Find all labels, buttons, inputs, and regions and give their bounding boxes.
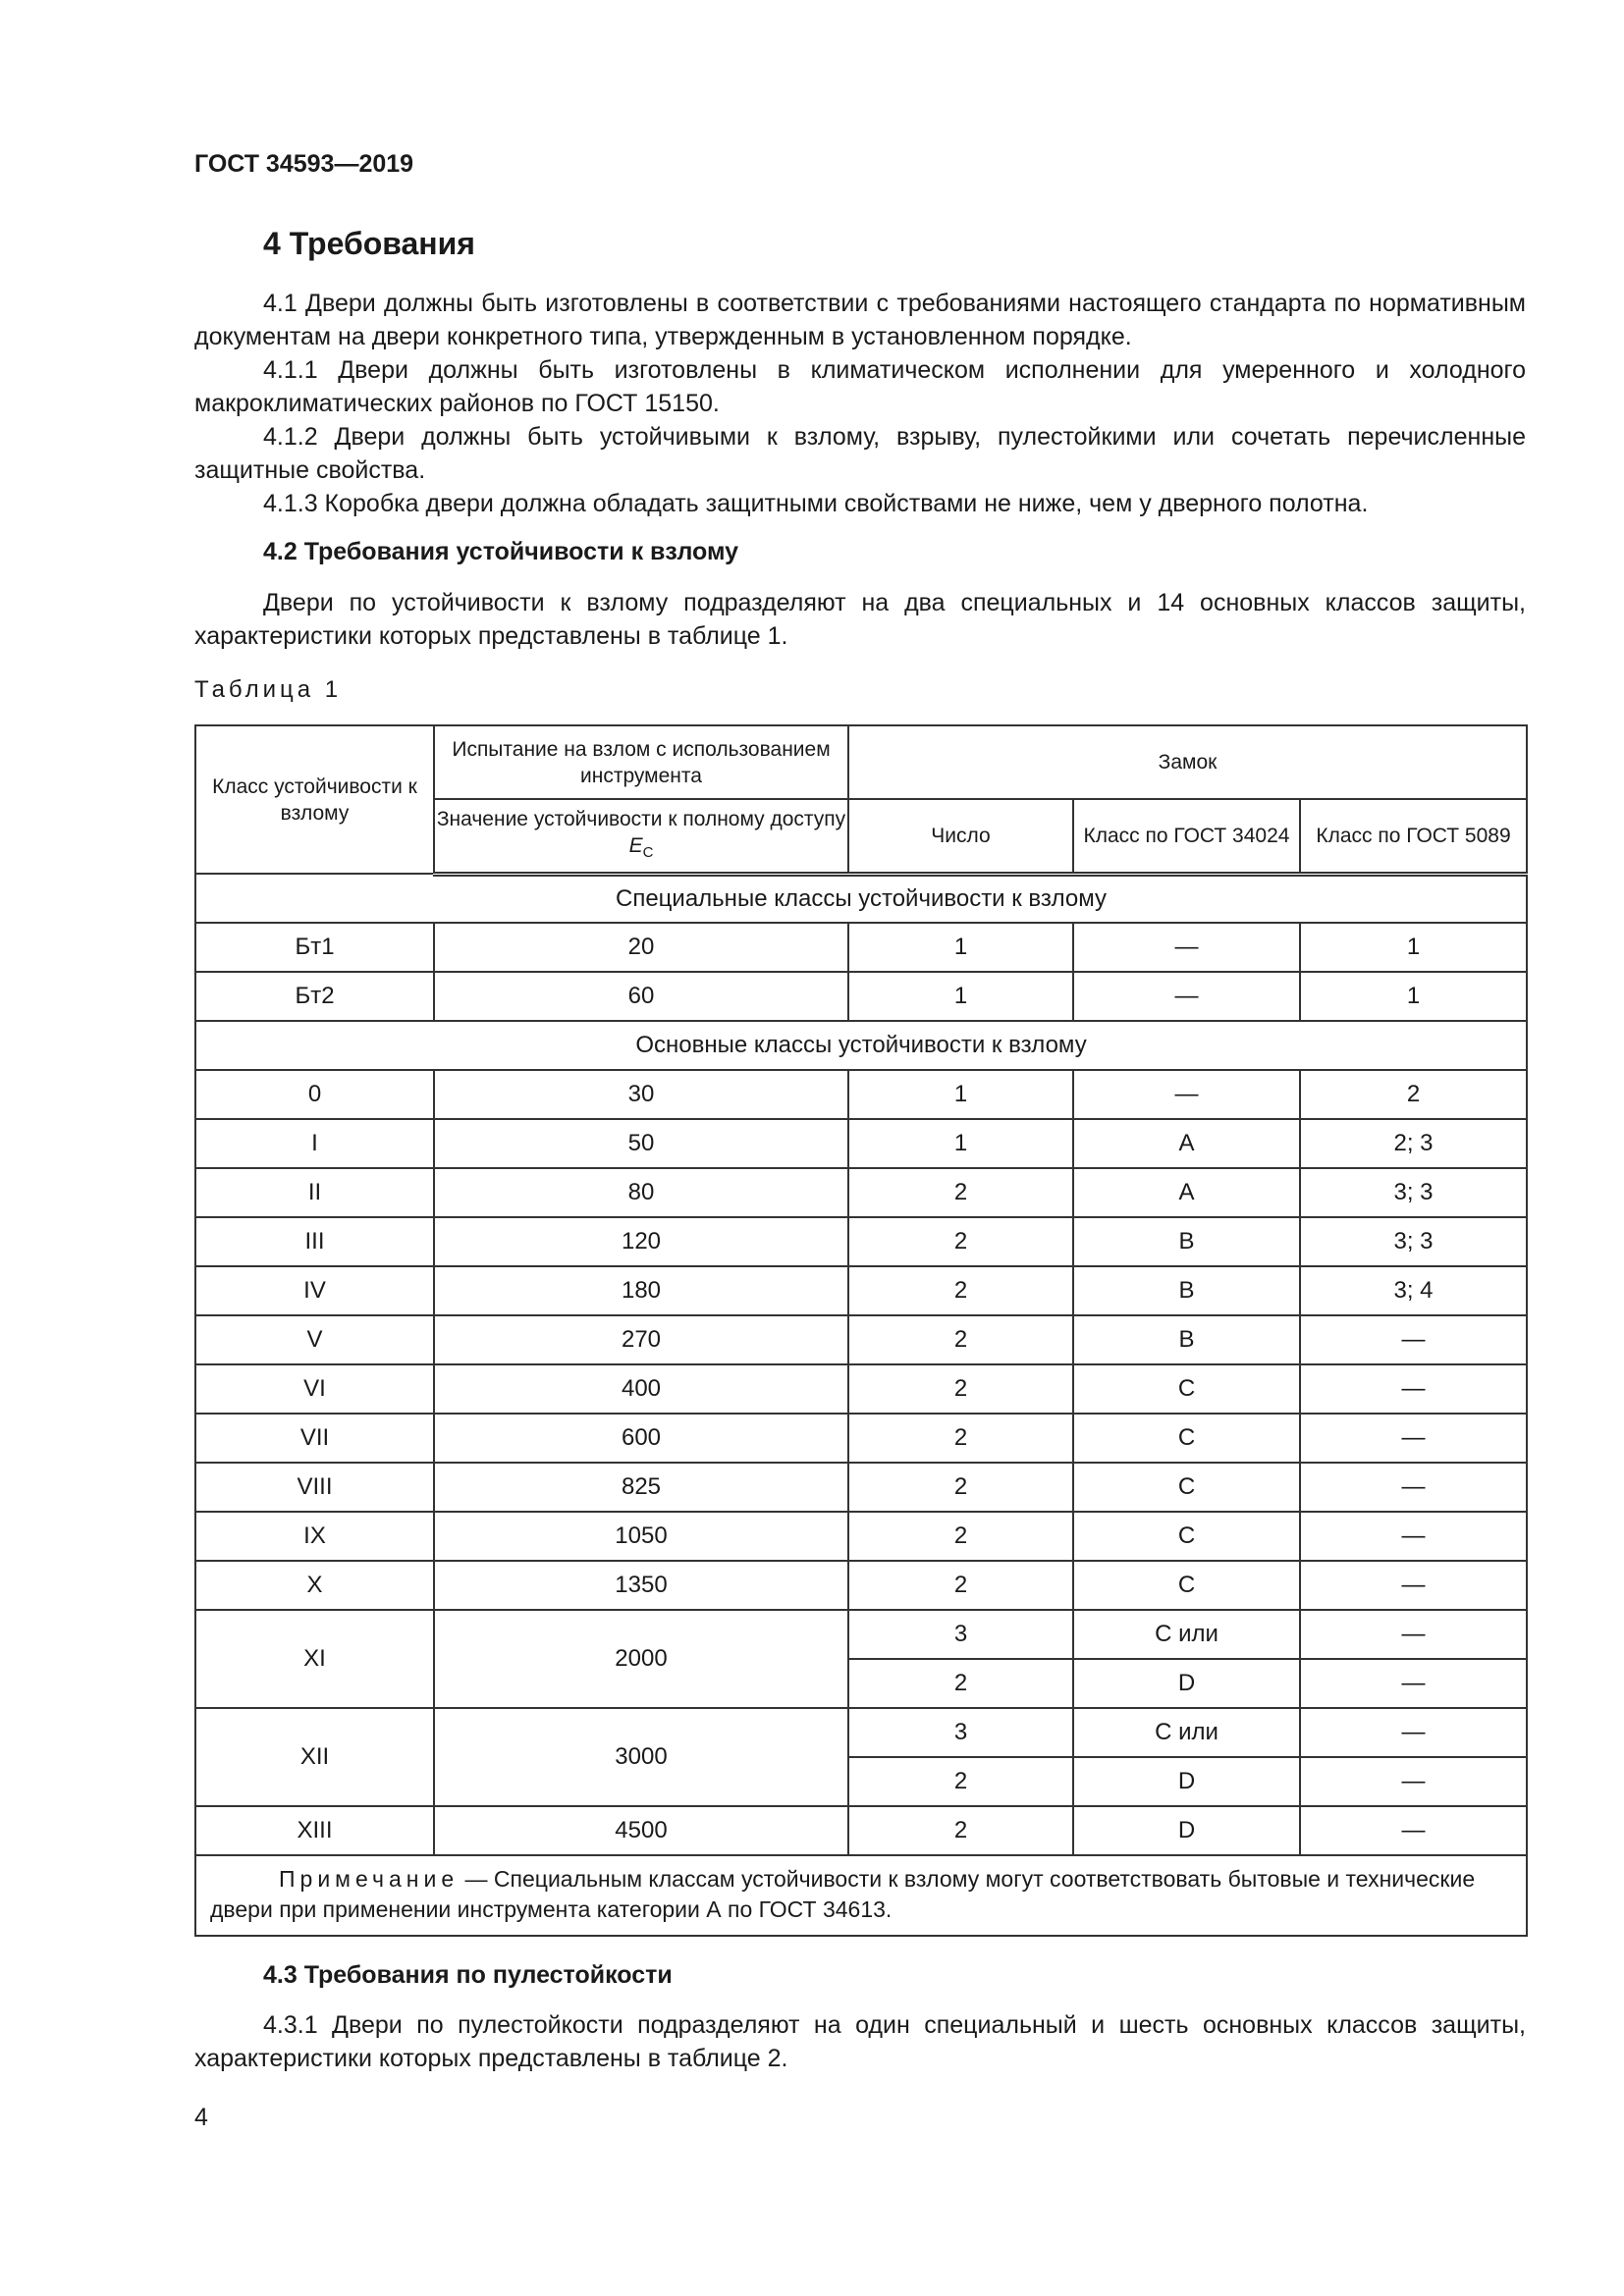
cell-count: 2 [848,1512,1073,1561]
cell-value: 400 [434,1364,848,1414]
cell-class: V [195,1315,434,1364]
table-row [195,1463,1527,1512]
note-text: — Специальным классам устойчивости к взлому могут соответствовать бытовые и технические двери при применении инструмента категории А по ГОСТ 34613. [210,1866,1476,1922]
header-class-34024: Класс по ГОСТ 34024 [1073,799,1300,874]
cell-count: 2 [848,1463,1073,1512]
paragraph-4-1: 4.1 Двери должны быть изготовлены в соответствии с требованиями настоящего стандарта по нормативным документам на двери конкретного типа, утвержденным в установленном порядке. [194,290,1526,350]
cell-count: 2 [848,1757,1073,1806]
table-row [195,1414,1527,1463]
cell-class-34024: C [1073,1561,1300,1610]
cell-class: VI [195,1364,434,1414]
table-row [195,923,1527,972]
subsection-heading-4-3: 4.3 Требования по пулестойкости [263,1961,673,1989]
cell-class: I [195,1119,434,1168]
cell-class-5089: — [1300,1315,1527,1364]
table-row [195,1119,1527,1168]
page-number: 4 [194,2104,208,2131]
table-group-row [195,874,1527,923]
cell-value: 2000 [434,1610,848,1708]
cell-value: 270 [434,1315,848,1364]
cell-count: 1 [848,1070,1073,1119]
cell-class-5089: 3; 3 [1300,1217,1527,1266]
cell-class-5089: — [1300,1561,1527,1610]
table-row [195,972,1527,1021]
cell-count: 1 [848,1119,1073,1168]
cell-value: 20 [434,923,848,972]
table-row [195,1708,1527,1757]
table-note [195,1855,1527,1936]
cell-value: 120 [434,1217,848,1266]
cell-count: 2 [848,1364,1073,1414]
header-test: Испытание на взлом с использованием инструмента [434,725,848,799]
table-row [195,1217,1527,1266]
table-row [195,1364,1527,1414]
cell-class-34024: C или [1073,1708,1300,1757]
cell-class: XI [195,1610,434,1708]
paragraph-4-3-1: 4.3.1 Двери по пулестойкости подразделяют на один специальный и шесть основных классов защиты, характеристики которых представлены в таблице 2. [194,2011,1526,2072]
cell-count: 1 [848,972,1073,1021]
table-group-row [195,1021,1527,1070]
cell-value: 30 [434,1070,848,1119]
cell-value: 50 [434,1119,848,1168]
cell-class: X [195,1561,434,1610]
table-row [195,1512,1527,1561]
subsection-heading-4-2: 4.2 Требования устойчивости к взлому [263,538,739,565]
cell-class-34024: C или [1073,1610,1300,1659]
cell-count: 2 [848,1266,1073,1315]
cell-value: 1050 [434,1512,848,1561]
cell-value: 60 [434,972,848,1021]
cell-class-34024: C [1073,1414,1300,1463]
cell-class-5089: 3; 3 [1300,1168,1527,1217]
cell-class-5089: 1 [1300,923,1527,972]
cell-count: 1 [848,923,1073,972]
cell-class-5089: — [1300,1463,1527,1512]
header-lock: Замок [848,725,1527,799]
document-code: ГОСТ 34593—2019 [194,150,414,178]
cell-class: Бт1 [195,923,434,972]
cell-class: IV [195,1266,434,1315]
table-row [195,1610,1527,1659]
cell-class-5089: 2; 3 [1300,1119,1527,1168]
paragraph-4-2: Двери по устойчивости к взлому подразделяют на два специальных и 14 основных классов защиты, характеристики которых представлены в таблице 1. [194,589,1526,650]
header-value [434,799,848,874]
cell-class-34024: C [1073,1364,1300,1414]
cell-class-5089: — [1300,1806,1527,1855]
cell-class-5089: — [1300,1610,1527,1659]
table-row [195,1168,1527,1217]
table-row [195,1070,1527,1119]
cell-count: 3 [848,1610,1073,1659]
cell-class-34024: B [1073,1266,1300,1315]
cell-class-34024: — [1073,923,1300,972]
cell-value: 80 [434,1168,848,1217]
table-caption: Таблица 1 [194,676,343,703]
section-title: 4 Требования [263,226,475,261]
table-row [195,1806,1527,1855]
table-row [195,1266,1527,1315]
group-special-classes: Специальные классы устойчивости к взлому [195,874,1527,923]
cell-class: Бт2 [195,972,434,1021]
cell-class: III [195,1217,434,1266]
cell-count: 2 [848,1414,1073,1463]
paragraph-4-1-2: 4.1.2 Двери должны быть устойчивыми к взлому, взрыву, пулестойкими или сочетать перечисленные защитные свойства. [194,423,1526,484]
header-value-subscript: C [642,843,654,861]
table-1 [194,724,1528,1937]
cell-class-5089: — [1300,1364,1527,1414]
cell-class-5089: 3; 4 [1300,1266,1527,1315]
cell-class-34024: D [1073,1659,1300,1708]
cell-class: VII [195,1414,434,1463]
cell-class: XII [195,1708,434,1806]
cell-class: 0 [195,1070,434,1119]
cell-class-5089: 2 [1300,1070,1527,1119]
cell-value: 180 [434,1266,848,1315]
cell-value: 600 [434,1414,848,1463]
header-value-text: Значение устойчивости к полному доступу [436,807,846,830]
cell-count: 2 [848,1168,1073,1217]
cell-count: 2 [848,1659,1073,1708]
cell-count: 3 [848,1708,1073,1757]
cell-class-34024: A [1073,1168,1300,1217]
cell-class-34024: B [1073,1217,1300,1266]
cell-count: 2 [848,1217,1073,1266]
cell-class-34024: D [1073,1757,1300,1806]
cell-value: 1350 [434,1561,848,1610]
group-basic-classes: Основные классы устойчивости к взлому [195,1021,1527,1070]
cell-class-5089: — [1300,1512,1527,1561]
cell-class: II [195,1168,434,1217]
cell-class: XIII [195,1806,434,1855]
cell-class-34024: B [1073,1315,1300,1364]
cell-class: IX [195,1512,434,1561]
cell-value: 4500 [434,1806,848,1855]
cell-value: 825 [434,1463,848,1512]
note-label: Примечание [279,1866,460,1892]
table-row [195,1315,1527,1364]
cell-class-5089: 1 [1300,972,1527,1021]
header-class: Класс устойчивости к взлому [195,725,434,874]
cell-class-34024: C [1073,1463,1300,1512]
cell-class-5089: — [1300,1708,1527,1757]
cell-count: 2 [848,1561,1073,1610]
cell-class-34024: D [1073,1806,1300,1855]
table-note-row [195,1855,1527,1936]
cell-class-34024: C [1073,1512,1300,1561]
header-class-5089: Класс по ГОСТ 5089 [1300,799,1527,874]
cell-class-34024: — [1073,972,1300,1021]
table-row [195,1561,1527,1610]
header-value-symbol: E [628,833,643,857]
cell-count: 2 [848,1806,1073,1855]
cell-count: 2 [848,1315,1073,1364]
cell-class-5089: — [1300,1659,1527,1708]
paragraph-4-1-1: 4.1.1 Двери должны быть изготовлены в климатическом исполнении для умеренного и холодного макроклиматических районов по ГОСТ 15150. [194,356,1526,417]
cell-class-5089: — [1300,1414,1527,1463]
paragraph-4-1-3: 4.1.3 Коробка двери должна обладать защитными свойствами не ниже, чем у дверного полотна. [263,490,1369,517]
cell-class-34024: — [1073,1070,1300,1119]
header-count: Число [848,799,1073,874]
cell-class-5089: — [1300,1757,1527,1806]
cell-class-34024: A [1073,1119,1300,1168]
cell-class: VIII [195,1463,434,1512]
cell-value: 3000 [434,1708,848,1806]
